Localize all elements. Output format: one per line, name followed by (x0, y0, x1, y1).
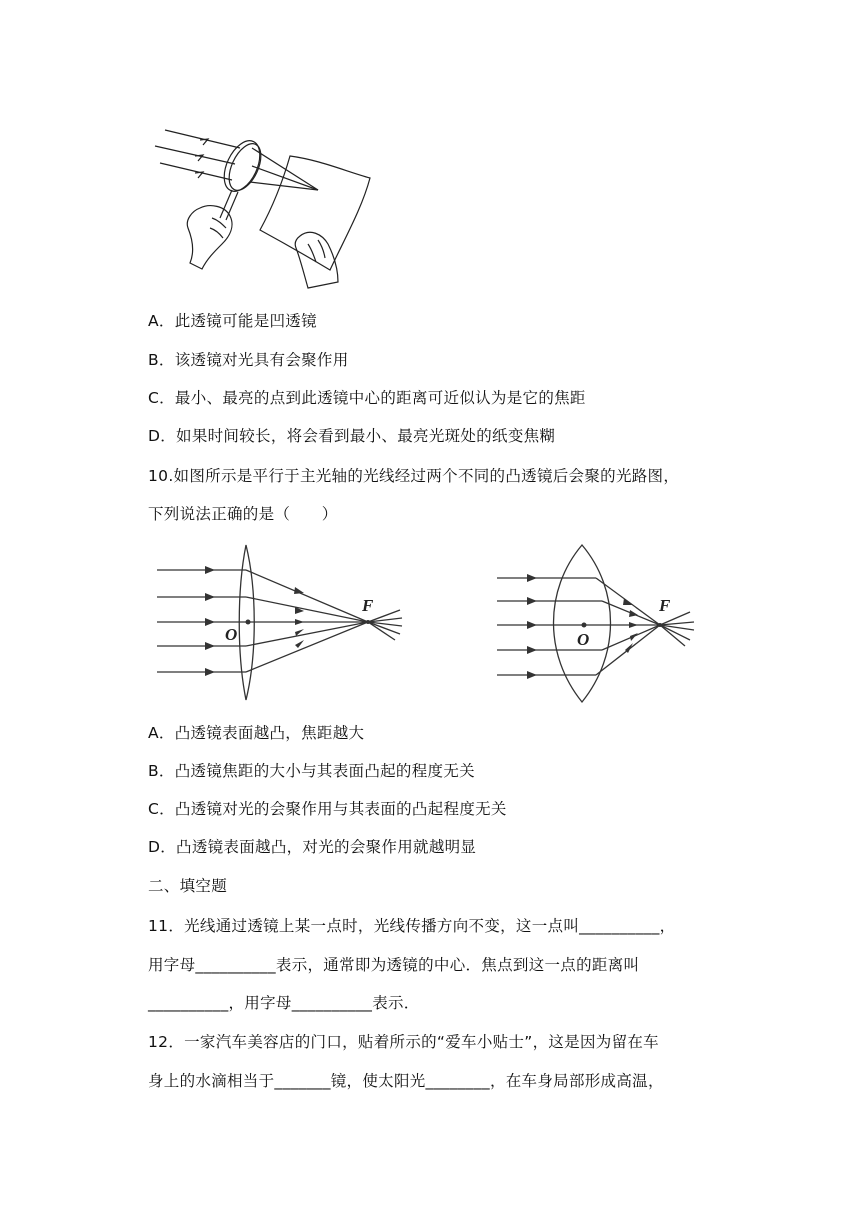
label-o: O (577, 630, 590, 649)
q10-option-b: B．凸透镜焦距的大小与其表面凸起的程度无关 (148, 762, 475, 780)
q11-line2: 用字母__________表示，通常即为透镜的中心．焦点到这一点的距离叫 (148, 956, 640, 974)
label-f: F (362, 596, 374, 615)
left-hand (187, 206, 232, 269)
magnifier-figure (140, 118, 390, 293)
q9-option-c: C．最小、最亮的点到此透镜中心的距离可近似认为是它的焦距 (148, 389, 586, 407)
thin-lens-diagram (155, 540, 415, 710)
q9-option-a: A．此透镜可能是凹透镜 (148, 312, 317, 330)
q11-line1: 11．光线通过透镜上某一点时，光线传播方向不变，这一点叫__________， (148, 917, 676, 935)
paper-sheet (260, 156, 370, 270)
q9-option-d: D．如果时间较长，将会看到最小、最亮光斑处的纸变焦糊 (148, 427, 556, 445)
q10-option-d: D．凸透镜表面越凸，对光的会聚作用就越明显 (148, 838, 477, 856)
thick-lens-diagram (492, 540, 702, 710)
section-heading: 二、填空题 (148, 877, 228, 895)
label-f: F (659, 596, 671, 615)
q10-option-a: A．凸透镜表面越凸，焦距越大 (148, 724, 365, 742)
q10-option-c: C．凸透镜对光的会聚作用与其表面的凸起程度无关 (148, 800, 507, 818)
right-hand (295, 232, 338, 288)
incoming-ray (160, 163, 232, 180)
incoming-ray (165, 130, 240, 148)
incoming-ray (155, 146, 235, 164)
label-o: O (225, 625, 238, 644)
q9-option-b: B．该透镜对光具有会聚作用 (148, 351, 349, 369)
q12-line1: 12．一家汽车美容店的门口，贴着所示的“爱车小贴士”，这是因为留在车 (148, 1033, 659, 1051)
q10-stem-line2: 下列说法正确的是（ ） (148, 505, 338, 523)
q10-stem-line1: 10.如图所示是平行于主光轴的光线经过两个不同的凸透镜后会聚的光路图， (148, 467, 680, 485)
q11-line3: __________，用字母__________表示． (148, 994, 420, 1012)
q12-line2: 身上的水滴相当于_______镜，使太阳光________，在车身局部形成高温， (148, 1072, 664, 1090)
